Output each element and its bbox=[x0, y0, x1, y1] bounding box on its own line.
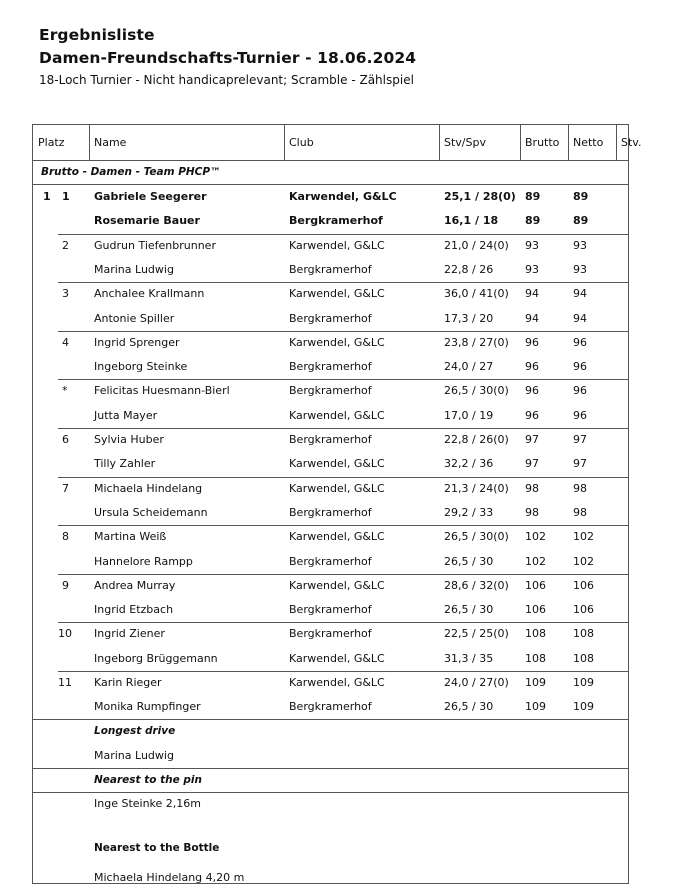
cell-stv: 24,0 / 27(0) bbox=[444, 676, 509, 689]
cell-stv: 26,5 / 30(0) bbox=[444, 530, 509, 544]
nearest-pin-winner: Inge Steinke 2,16m bbox=[94, 797, 202, 810]
cell-netto: 97 bbox=[573, 457, 587, 471]
rank: * bbox=[62, 384, 68, 398]
cell-club: Bergkramerhof bbox=[289, 505, 372, 519]
table-row bbox=[33, 282, 628, 306]
table-row bbox=[33, 331, 628, 355]
cell-netto: 108 bbox=[573, 651, 594, 665]
col-netto: Netto bbox=[573, 136, 604, 149]
cell-netto: 98 bbox=[573, 481, 587, 495]
rank: 2 bbox=[62, 238, 69, 252]
cell-stv: 22,8 / 26(0) bbox=[444, 433, 509, 446]
table-row bbox=[33, 622, 628, 646]
rank: 8 bbox=[62, 530, 69, 544]
cell-name: Ingeborg Steinke bbox=[94, 360, 188, 374]
rank: 9 bbox=[62, 578, 69, 592]
cell-stv: 21,0 / 24(0) bbox=[444, 238, 509, 252]
cell-club: Karwendel, G&LC bbox=[289, 335, 385, 349]
cell-club: Karwendel, G&LC bbox=[289, 481, 385, 495]
table-row bbox=[33, 598, 628, 622]
rank: 6 bbox=[62, 433, 69, 446]
cell-club: Bergkramerhof bbox=[289, 360, 372, 374]
section-title-text: Brutto - Damen - Team PHCP™ bbox=[41, 166, 221, 178]
report-title: Ergebnisliste bbox=[39, 26, 155, 44]
nearest-bottle-title: Nearest to the Bottle bbox=[94, 842, 220, 854]
cell-netto: 106 bbox=[573, 603, 594, 617]
cell-brutto: 89 bbox=[525, 214, 541, 228]
cell-brutto: 93 bbox=[525, 238, 539, 252]
cell-netto: 94 bbox=[573, 287, 587, 301]
cell-club: Karwendel, G&LC bbox=[289, 457, 385, 471]
cell-stv: 21,3 / 24(0) bbox=[444, 481, 509, 495]
cell-netto: 106 bbox=[573, 578, 594, 592]
table-row bbox=[33, 647, 628, 671]
cell-club: Karwendel, G&LC bbox=[289, 190, 397, 203]
cell-brutto: 109 bbox=[525, 700, 546, 714]
cell-stv: 17,3 / 20 bbox=[444, 311, 494, 325]
cell-netto: 96 bbox=[573, 384, 587, 398]
cell-brutto: 96 bbox=[525, 408, 539, 422]
col-name: Name bbox=[94, 136, 127, 149]
cell-brutto: 94 bbox=[525, 311, 539, 325]
cell-stv: 24,0 / 27 bbox=[444, 360, 494, 374]
cell-stv: 28,6 / 32(0) bbox=[444, 578, 509, 592]
cell-netto: 96 bbox=[573, 335, 587, 349]
tournament-title: Damen-Freundschafts-Turnier - 18.06.2024 bbox=[39, 49, 417, 67]
cell-name: Andrea Murray bbox=[94, 578, 176, 592]
rank: 4 bbox=[62, 335, 69, 349]
cell-club: Bergkramerhof bbox=[289, 384, 372, 398]
cell-brutto: 106 bbox=[525, 603, 546, 617]
table-row bbox=[33, 452, 628, 476]
cell-stv: 16,1 / 18 bbox=[444, 214, 499, 228]
cell-name: Marina Ludwig bbox=[94, 262, 174, 276]
cell-club: Bergkramerhof bbox=[289, 311, 372, 325]
cell-brutto: 109 bbox=[525, 676, 546, 689]
cell-netto: 89 bbox=[573, 190, 589, 203]
cell-name: Ingeborg Brüggemann bbox=[94, 651, 218, 665]
cell-stv: 17,0 / 19 bbox=[444, 408, 494, 422]
cell-name: Ingrid Etzbach bbox=[94, 603, 174, 617]
cell-brutto: 96 bbox=[525, 384, 539, 398]
table-row bbox=[33, 550, 628, 574]
cell-stv: 26,5 / 30 bbox=[444, 554, 494, 568]
cell-name: Jutta Mayer bbox=[94, 408, 158, 422]
cell-name: Antonie Spiller bbox=[94, 311, 175, 325]
cell-netto: 89 bbox=[573, 214, 589, 228]
cell-stv: 26,5 / 30 bbox=[444, 603, 494, 617]
table-row bbox=[33, 477, 628, 501]
cell-brutto: 98 bbox=[525, 505, 539, 519]
cell-brutto: 96 bbox=[525, 360, 539, 374]
rank: 3 bbox=[62, 287, 69, 301]
cell-brutto: 96 bbox=[525, 335, 539, 349]
results-table bbox=[32, 124, 642, 884]
cell-stv: 32,2 / 36 bbox=[444, 457, 494, 471]
rank: 7 bbox=[62, 481, 69, 495]
table-row bbox=[33, 258, 628, 282]
cell-club: Karwendel, G&LC bbox=[289, 287, 385, 301]
table-row bbox=[33, 234, 628, 258]
table-row bbox=[33, 185, 628, 209]
cell-club: Bergkramerhof bbox=[289, 433, 372, 446]
cell-name: Felicitas Huesmann-Bierl bbox=[94, 384, 230, 398]
nearest-pin-title: Nearest to the pin bbox=[94, 774, 202, 786]
cell-netto: 96 bbox=[573, 360, 587, 374]
cell-name: Anchalee Krallmann bbox=[94, 287, 205, 301]
cell-name: Gudrun Tiefenbrunner bbox=[94, 238, 216, 252]
cell-club: Bergkramerhof bbox=[289, 603, 372, 617]
col-platz: Platz bbox=[38, 136, 65, 149]
report-header bbox=[39, 24, 416, 89]
cell-name: Karin Rieger bbox=[94, 676, 162, 689]
cell-club: Karwendel, G&LC bbox=[289, 238, 385, 252]
cell-club: Bergkramerhof bbox=[289, 700, 372, 714]
rank-a: 1 bbox=[43, 190, 51, 203]
cell-name: Michaela Hindelang bbox=[94, 481, 203, 495]
table-row bbox=[33, 307, 628, 331]
cell-brutto: 94 bbox=[525, 287, 539, 301]
cell-netto: 109 bbox=[573, 700, 594, 714]
cell-club: Karwendel, G&LC bbox=[289, 651, 385, 665]
cell-brutto: 98 bbox=[525, 481, 539, 495]
table-row bbox=[33, 209, 628, 233]
cell-netto: 98 bbox=[573, 505, 587, 519]
table-row bbox=[33, 404, 628, 428]
cell-brutto: 108 bbox=[525, 627, 546, 641]
cell-name: Gabriele Seegerer bbox=[94, 190, 207, 203]
cell-brutto: 102 bbox=[525, 530, 546, 544]
col-club: Club bbox=[289, 136, 314, 149]
cell-club: Bergkramerhof bbox=[289, 214, 383, 228]
table-header bbox=[33, 125, 642, 161]
cell-brutto: 108 bbox=[525, 651, 546, 665]
cell-stv: 25,1 / 28(0) bbox=[444, 190, 516, 203]
cell-name: Martina Weiß bbox=[94, 530, 167, 544]
table-row bbox=[33, 525, 628, 549]
nearest-bottle-winner: Michaela Hindelang 4,20 m bbox=[94, 871, 245, 884]
table-row bbox=[33, 574, 628, 598]
cell-stv: 22,8 / 26 bbox=[444, 262, 494, 276]
cell-club: Karwendel, G&LC bbox=[289, 408, 385, 422]
cell-brutto: 97 bbox=[525, 433, 539, 446]
col-stv: Stv. bbox=[621, 136, 642, 149]
table-row bbox=[33, 671, 628, 695]
col-stv-spv: Stv/Spv bbox=[444, 136, 486, 149]
cell-netto: 94 bbox=[573, 311, 587, 325]
section-title bbox=[33, 160, 628, 185]
cell-netto: 93 bbox=[573, 238, 587, 252]
tournament-subtitle: 18-Loch Turnier - Nicht handicaprelevant; Scramble - Zählspiel bbox=[39, 73, 414, 87]
rank: 11 bbox=[58, 676, 72, 689]
cell-stv: 36,0 / 41(0) bbox=[444, 287, 509, 301]
table-row bbox=[33, 695, 628, 719]
table-row bbox=[33, 355, 628, 379]
col-brutto: Brutto bbox=[525, 136, 560, 149]
cell-stv: 26,5 / 30 bbox=[444, 700, 494, 714]
longest-drive-title: Longest drive bbox=[94, 725, 176, 737]
cell-brutto: 89 bbox=[525, 190, 541, 203]
cell-brutto: 102 bbox=[525, 554, 546, 568]
cell-name: Sylvia Huber bbox=[94, 433, 164, 446]
cell-netto: 102 bbox=[573, 530, 594, 544]
table-row bbox=[33, 501, 628, 525]
cell-stv: 29,2 / 33 bbox=[444, 505, 494, 519]
cell-club: Bergkramerhof bbox=[289, 554, 372, 568]
cell-club: Bergkramerhof bbox=[289, 627, 372, 641]
cell-name: Ingrid Ziener bbox=[94, 627, 165, 641]
cell-club: Karwendel, G&LC bbox=[289, 676, 385, 689]
cell-netto: 96 bbox=[573, 408, 587, 422]
table-row bbox=[33, 428, 628, 452]
cell-name: Monika Rumpfinger bbox=[94, 700, 201, 714]
cell-brutto: 106 bbox=[525, 578, 546, 592]
cell-name: Rosemarie Bauer bbox=[94, 214, 200, 228]
cell-stv: 26,5 / 30(0) bbox=[444, 384, 509, 398]
cell-name: Ursula Scheidemann bbox=[94, 505, 208, 519]
cell-name: Ingrid Sprenger bbox=[94, 335, 180, 349]
cell-name: Tilly Zahler bbox=[94, 457, 156, 471]
cell-netto: 109 bbox=[573, 676, 594, 689]
cell-club: Karwendel, G&LC bbox=[289, 578, 385, 592]
table-row bbox=[33, 379, 628, 403]
cell-name: Hannelore Rampp bbox=[94, 554, 193, 568]
rank: 1 bbox=[62, 190, 70, 203]
cell-netto: 108 bbox=[573, 627, 594, 641]
cell-netto: 93 bbox=[573, 262, 587, 276]
cell-club: Karwendel, G&LC bbox=[289, 530, 385, 544]
cell-stv: 31,3 / 35 bbox=[444, 651, 494, 665]
cell-brutto: 97 bbox=[525, 457, 539, 471]
cell-netto: 97 bbox=[573, 433, 587, 446]
cell-netto: 102 bbox=[573, 554, 594, 568]
rank: 10 bbox=[58, 627, 72, 641]
cell-stv: 23,8 / 27(0) bbox=[444, 335, 509, 349]
cell-stv: 22,5 / 25(0) bbox=[444, 627, 509, 641]
cell-club: Bergkramerhof bbox=[289, 262, 372, 276]
longest-drive-winner: Marina Ludwig bbox=[94, 749, 174, 762]
cell-brutto: 93 bbox=[525, 262, 539, 276]
